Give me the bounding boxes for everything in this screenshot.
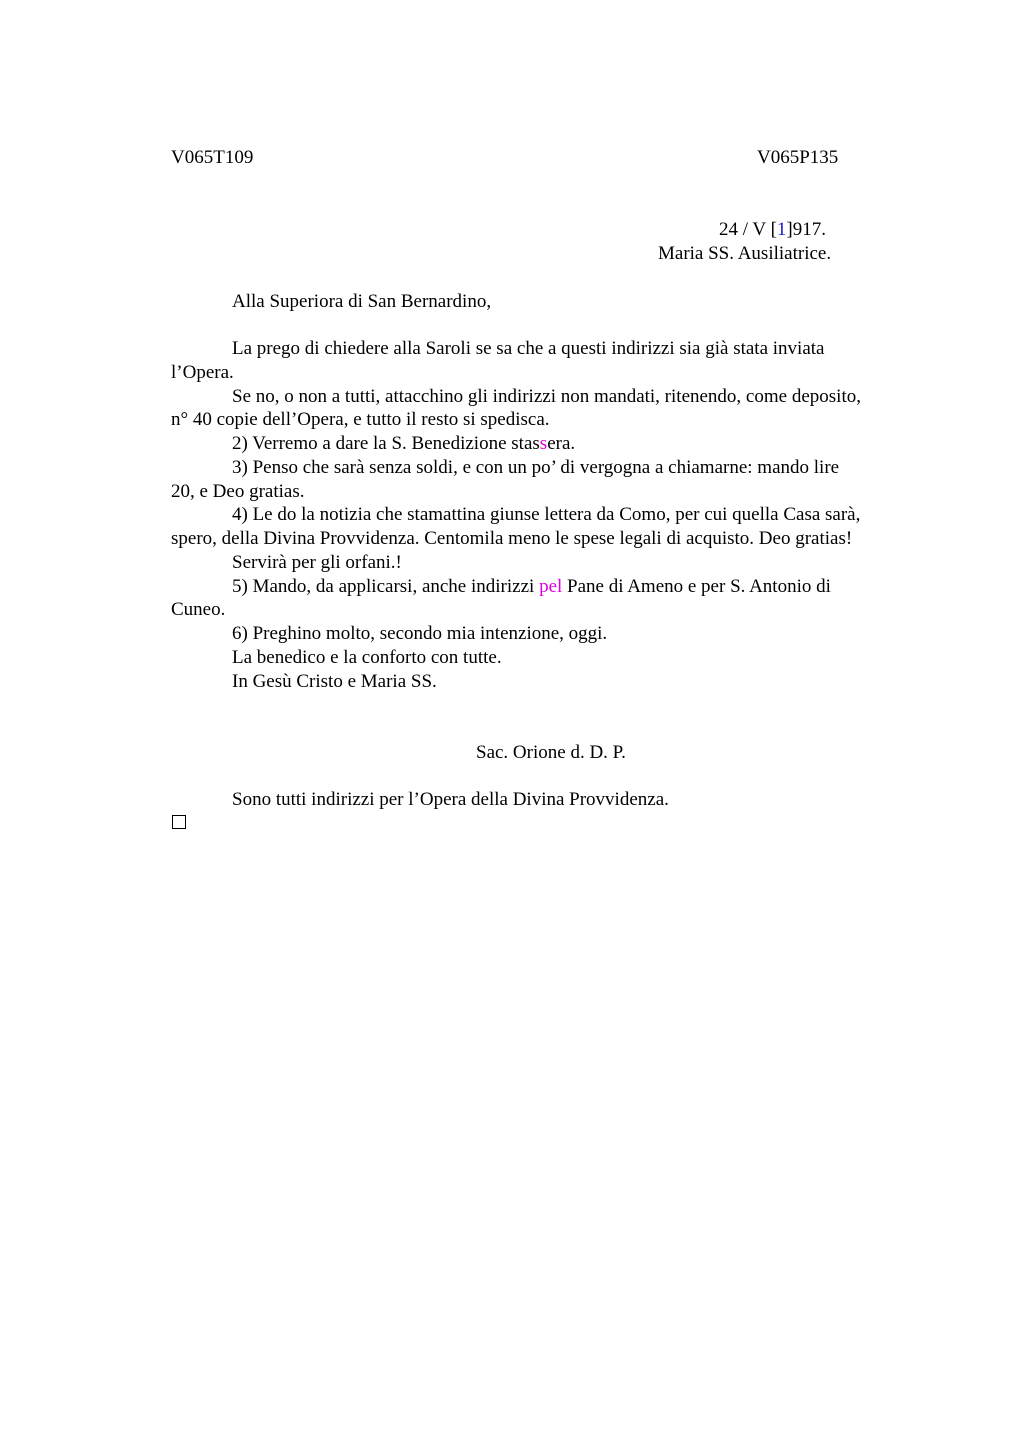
letter-postscript: Sono tutti indirizzi per l’Opera della Divina Provvidenza. [232, 789, 669, 810]
item-5-text-before: 5) Mando, da applicarsi, anche indirizzi [232, 576, 540, 597]
body-item-4-line-1: 4) Le do la notizia che stamattina giunse lettera da Como, per cui quella Casa sarà, [232, 504, 861, 525]
body-item-4-line-3: Servirà per gli orfani.! [232, 552, 402, 573]
letter-signature: Sac. Orione d. D. P. [476, 742, 626, 763]
date-suffix: ]917. [786, 219, 826, 240]
letter-closing-1: La benedico e la conforto con tutte. [232, 647, 502, 668]
item-5-editorial-mark: pel [539, 576, 563, 597]
body-paragraph-2-line-2: n° 40 copie dell’Opera, e tutto il resto si spedisca. [171, 409, 550, 430]
square-marker-icon [172, 815, 186, 829]
date-prefix: 24 / V [ [719, 219, 777, 240]
body-item-4-line-2: spero, della Divina Provvidenza. Centomila meno le spese legali di acquisto. Deo gratias! [171, 528, 853, 549]
item-5-text-after: Pane di Ameno e per S. Antonio di [562, 576, 831, 597]
body-item-5-line-2: Cuneo. [171, 599, 226, 620]
body-item-2 [232, 432, 575, 456]
body-item-5-line-1 [232, 575, 831, 599]
body-item-3-line-2: 20, e Deo gratias. [171, 481, 305, 502]
letter-closing-2: In Gesù Cristo e Maria SS. [232, 671, 437, 692]
body-paragraph-1-line-1: La prego di chiedere alla Saroli se sa che a questi indirizzi sia già stata inviata [232, 338, 825, 359]
letter-salutation: Alla Superiora di San Bernardino, [232, 291, 492, 312]
item-2-text-before: 2) Verremo a dare la S. Benedizione stas [232, 433, 540, 454]
document-code-left: V065T109 [171, 147, 254, 168]
body-item-3-line-1: 3) Penso che sarà senza soldi, e con un po’ di vergogna a chiamarne: mando lire [232, 457, 840, 478]
item-2-editorial-mark: s [539, 433, 548, 454]
body-item-6: 6) Preghino molto, secondo mia intenzione, oggi. [232, 623, 608, 644]
letter-date [719, 218, 826, 242]
document-code-right: V065P135 [757, 147, 839, 168]
body-paragraph-2-line-1: Se no, o non a tutti, attacchino gli indirizzi non mandati, ritenendo, come deposito, [232, 386, 861, 407]
item-2-text-after: era. [547, 433, 576, 454]
letter-invocation: Maria SS. Ausiliatrice. [658, 243, 832, 264]
date-editorial-digit: 1 [776, 219, 787, 240]
body-paragraph-1-line-2: l’Opera. [171, 362, 234, 383]
